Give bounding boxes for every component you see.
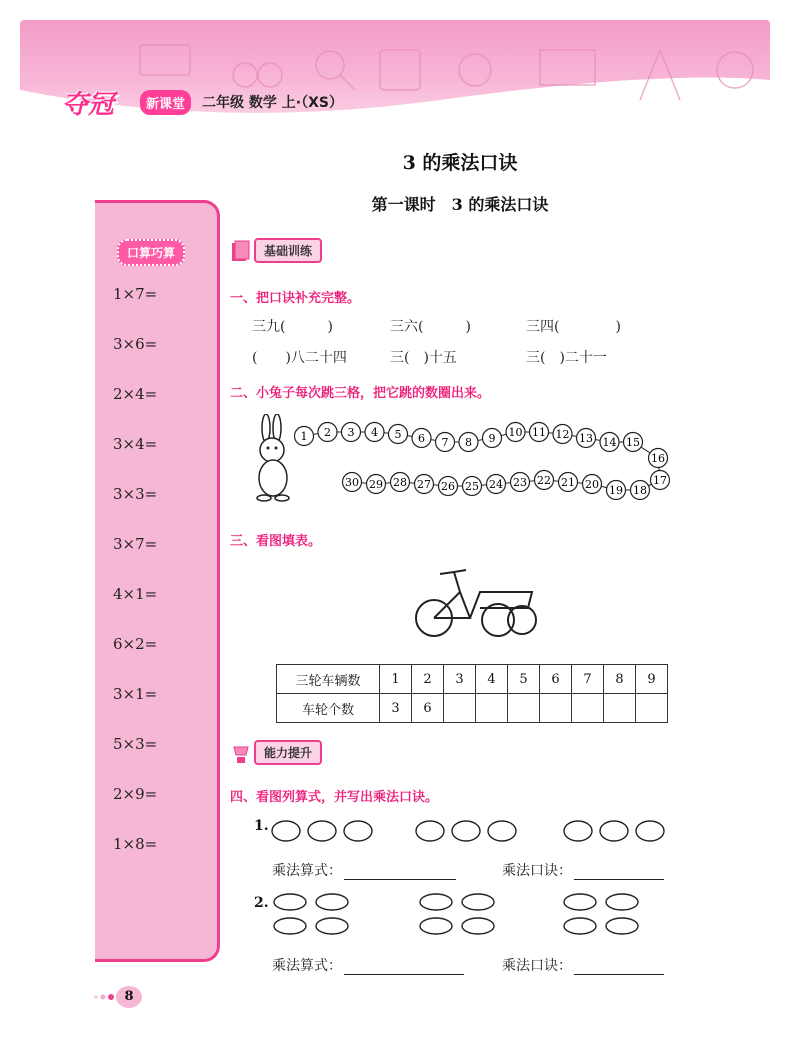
table-cell: 1 [380,665,412,694]
row-header: 三轮车辆数 [277,665,380,694]
number-label: 6 [418,432,425,445]
header-banner [20,20,770,120]
number-label: 5 [394,428,402,441]
number-circle[interactable] [295,427,314,446]
oral-item: 3×1= [113,685,158,703]
chick-group-icon [268,813,378,845]
banner-decoration [20,20,770,120]
tricycle-table [276,664,668,723]
table-cell[interactable]: 6 [412,694,444,723]
number-label: 13 [579,432,593,445]
number-label: 28 [393,476,407,489]
table-cell[interactable] [636,694,668,723]
q1-blank[interactable]: 三六( ) [390,319,471,335]
number-circle[interactable] [439,477,458,496]
rhyme-row [502,860,664,880]
fish-group-icon [416,890,506,938]
number-circle[interactable] [600,433,619,452]
oral-item: 2×9= [113,785,158,803]
table-cell: 8 [604,665,636,694]
number-circle[interactable] [607,481,626,500]
oral-item: 1×8= [113,835,158,853]
oral-item: 5×3= [113,735,158,753]
table-cell: 7 [572,665,604,694]
number-label: 30 [345,476,359,489]
table-cell: 9 [636,665,668,694]
number-circle[interactable] [483,429,502,448]
logo: 夺冠 [62,90,115,120]
number-circle[interactable] [577,429,596,448]
row-header: 车轮个数 [277,694,380,723]
table-cell[interactable] [508,694,540,723]
number-label: 22 [537,474,551,487]
q1-blank[interactable]: 三( )二十一 [526,350,607,366]
number-label: 14 [602,436,617,449]
number-label: 17 [653,474,667,487]
rhyme-answer-line[interactable] [574,879,664,880]
number-label: 29 [369,478,383,491]
number-label: 15 [626,436,640,449]
page-title: 3 的乘法口诀 [402,152,518,174]
tricycle-icon [410,562,540,642]
number-label: 27 [417,478,431,491]
number-circle[interactable] [367,475,386,494]
number-circle[interactable] [318,423,337,442]
number-circle[interactable] [559,473,578,492]
chick-group-icon [560,813,670,845]
number-label: 11 [532,426,546,439]
table-cell: 4 [476,665,508,694]
number-label: 21 [561,476,575,489]
number-label: 19 [609,484,623,497]
table-row [277,665,668,694]
rhyme-label: 乘法口诀： [502,958,572,974]
q1-blank[interactable]: 三四( ) [526,319,621,335]
section-ability-tag [230,740,322,765]
number-circle[interactable] [535,471,554,490]
number-circle[interactable] [436,433,455,452]
section-basic-tag [230,238,322,263]
number-label: 2 [324,426,331,439]
table-cell: 2 [412,665,444,694]
number-circle[interactable] [391,473,410,492]
item-number: 2. [254,895,269,911]
q2-prompt: 二、小兔子每次跳三格，把它跳的数圈出来。 [230,386,491,401]
number-label: 16 [651,452,665,465]
q1-blank[interactable]: 三( )十五 [390,350,457,366]
lesson-title: 第一课时 3 的乘法口诀 [371,195,549,214]
number-circle[interactable] [506,423,525,442]
page-dots-decoration [93,993,115,1001]
q1-blank[interactable]: 三九( ) [252,319,333,335]
number-label: 23 [513,476,527,489]
formula-answer-line[interactable] [344,879,456,880]
q1-blank[interactable]: ( )八二十四 [252,350,347,366]
oral-item: 4×1= [113,585,158,603]
number-circle[interactable] [530,423,549,442]
number-circle[interactable] [463,477,482,496]
rhyme-answer-line[interactable] [574,974,664,975]
number-circle[interactable] [459,433,478,452]
book-title: 二年级 数学 上·（XS） [202,95,343,111]
number-circle[interactable] [412,429,431,448]
formula-label: 乘法算式： [272,863,342,879]
number-circle[interactable] [553,425,572,444]
oral-item: 6×2= [113,635,158,653]
oral-item: 3×7= [113,535,158,553]
number-label: 10 [508,426,523,439]
number-circle[interactable] [343,473,362,492]
number-label: 18 [633,484,647,497]
number-circle[interactable] [389,425,408,444]
fish-group-icon [270,890,360,938]
table-cell[interactable] [540,694,572,723]
number-label: 8 [465,436,472,449]
number-circle[interactable] [649,449,668,468]
number-label: 7 [441,436,449,449]
q1-prompt: 一、把口诀补充完整。 [230,291,361,306]
book-stack-icon [230,239,252,263]
table-cell[interactable] [572,694,604,723]
oral-calc-sidebar [95,200,220,962]
item-number: 1. [254,818,269,834]
number-circle[interactable] [631,481,650,500]
number-label: 1 [300,430,308,443]
oral-item: 1×7= [113,285,158,303]
oral-item: 3×4= [113,435,158,453]
formula-label: 乘法算式： [272,958,342,974]
number-circle[interactable] [583,475,602,494]
fish-group-icon [560,890,650,938]
number-circle[interactable] [415,475,434,494]
number-circle[interactable] [624,433,643,452]
formula-answer-line[interactable] [344,974,464,975]
formula-row [272,955,464,975]
table-row [277,694,668,723]
number-chain [290,412,680,508]
table-cell[interactable]: 3 [380,694,412,723]
number-circle[interactable] [365,423,384,442]
q4-prompt: 四、看图列算式，并写出乘法口诀。 [230,790,439,805]
number-label: 25 [465,480,479,493]
formula-row [272,860,456,880]
table-cell: 3 [444,665,476,694]
oral-item: 3×3= [113,485,158,503]
table-cell[interactable] [476,694,508,723]
number-circle[interactable] [511,473,530,492]
table-cell: 6 [540,665,572,694]
page-number: 8 [116,986,142,1008]
table-cell[interactable] [604,694,636,723]
section-basic-label: 基础训练 [254,238,322,263]
table-cell[interactable] [444,694,476,723]
table-cell: 5 [508,665,540,694]
number-label: 3 [347,426,355,439]
oral-item: 2×4= [113,385,158,403]
number-label: 20 [585,478,599,491]
q3-prompt: 三、看图填表。 [230,534,322,549]
number-circle[interactable] [342,423,361,442]
number-label: 24 [489,478,503,491]
rhyme-row [502,955,664,975]
number-label: 4 [371,426,378,439]
number-label: 12 [555,428,570,441]
oral-item: 3×6= [113,335,158,353]
chick-group-icon [412,813,522,845]
number-label: 9 [488,432,496,445]
section-ability-label: 能力提升 [254,740,322,765]
sidebar-title: 口算巧算 [117,239,185,266]
number-label: 26 [441,480,455,493]
number-circle[interactable] [651,471,670,490]
trophy-icon [230,741,252,765]
rhyme-label: 乘法口诀： [502,863,572,879]
series-badge: 新课堂 [140,90,191,115]
number-circle[interactable] [487,475,506,494]
